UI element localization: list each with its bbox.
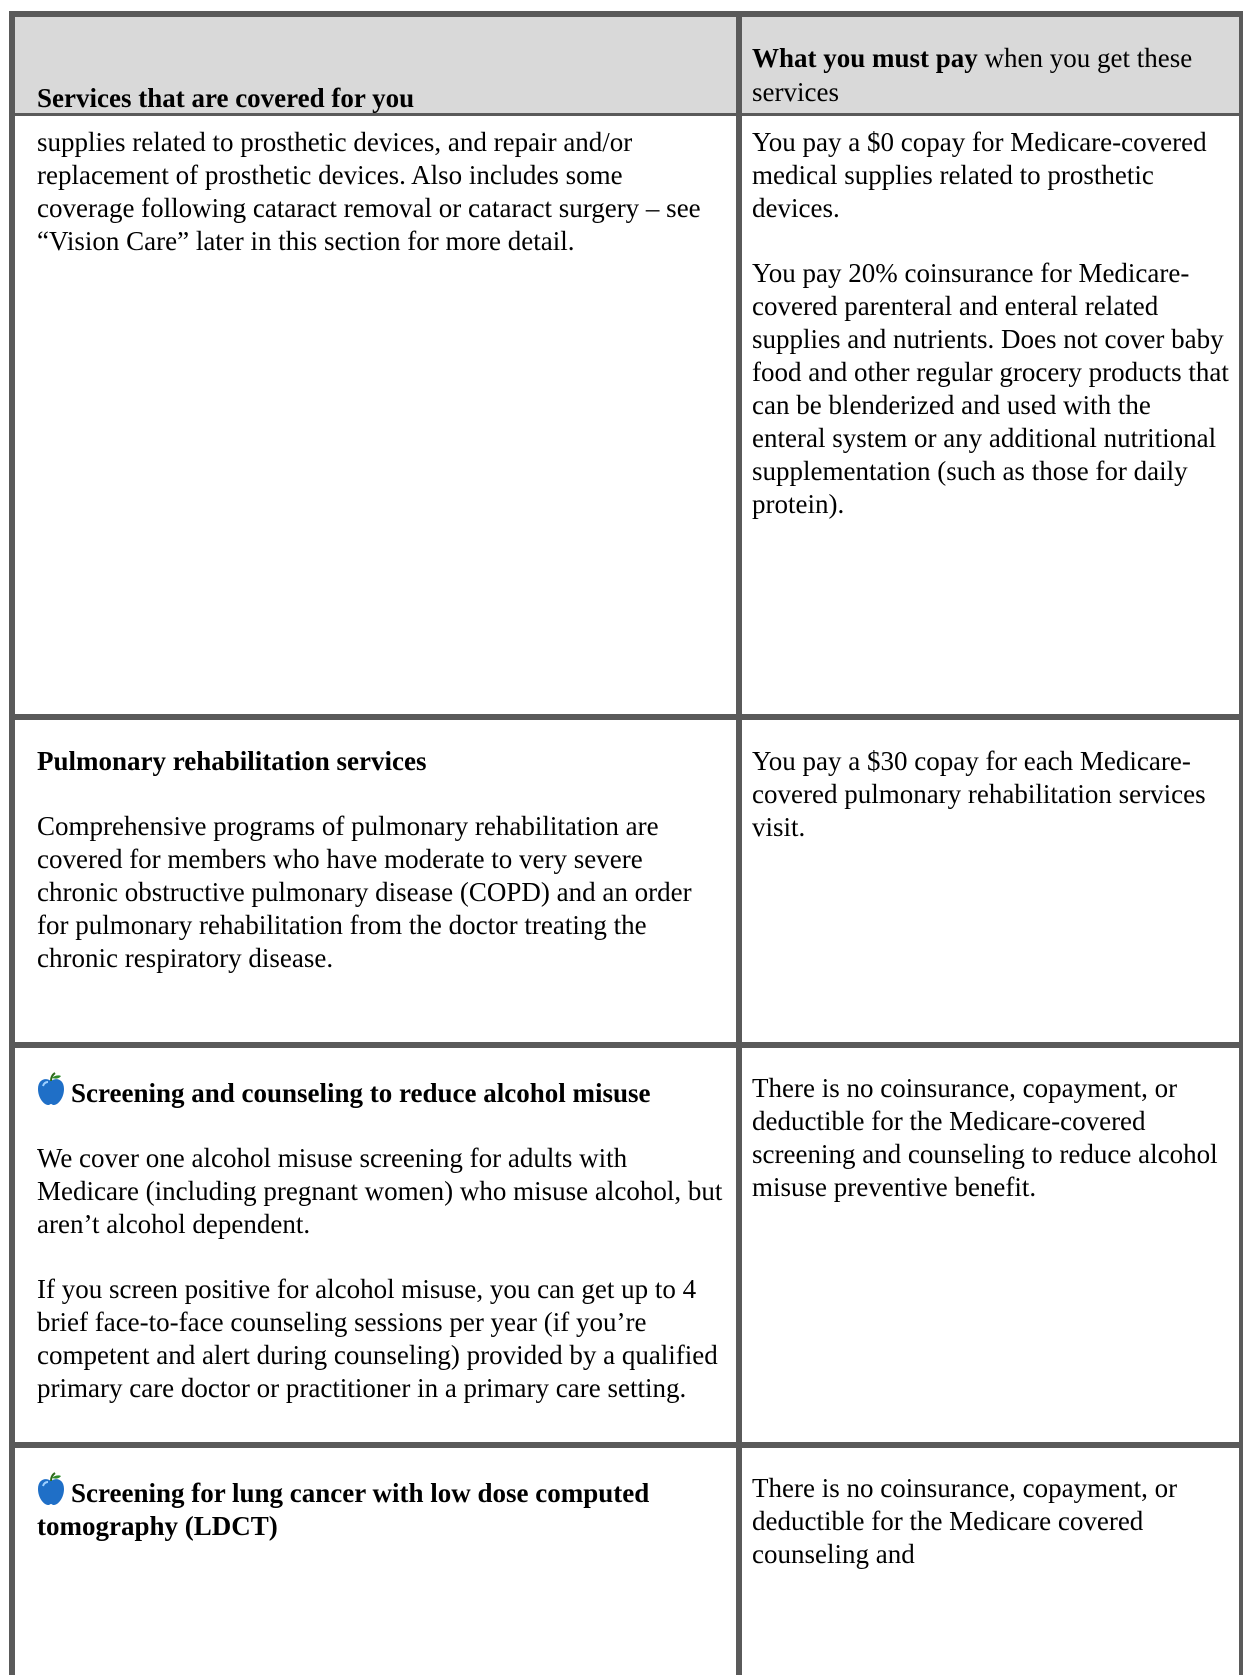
header-pay-label	[742, 17, 1239, 109]
cost-description	[742, 720, 1239, 844]
service-paragraph: We cover one alcohol misuse screening for adults with Medicare (including pregnant women) who misuse alcohol, but aren’t alcohol dependent.	[37, 1142, 723, 1239]
cost-description	[742, 1448, 1239, 1571]
service-cell	[12, 1445, 739, 1675]
cost-paragraph: You pay a $0 copay for Medicare-covered medical supplies related to prosthetic devices.	[752, 127, 1207, 223]
header-pay-cell	[739, 14, 1242, 115]
cost-cell	[739, 115, 1242, 717]
service-title: Pulmonary rehabilitation services	[37, 745, 427, 776]
table-row	[12, 1445, 1242, 1675]
service-cell	[12, 1045, 739, 1445]
service-title-text: Screening for lung cancer with low dose computed tomography (LDCT)	[37, 1477, 650, 1541]
cost-paragraph: There is no coinsurance, copayment, or deductible for the Medicare-covered screening and counseling to reduce alcohol misuse preventive benefit.	[752, 1072, 1218, 1202]
header-pay-rest: when you get these services	[752, 43, 1193, 107]
apple-icon	[37, 1472, 65, 1506]
service-description	[15, 1448, 736, 1543]
cost-description	[742, 1048, 1239, 1204]
service-cell	[12, 115, 739, 717]
cost-paragraph: You pay 20% coinsurance for Medicare-covered parenteral and enteral related supplies and nutrients. Does not cover baby food and other regular grocery products that can be blenderized and used with the enteral system or any additional nutritional supplementation (such as those for daily protein).	[752, 258, 1229, 519]
table-header-row	[12, 14, 1242, 115]
header-pay-bold: What you must pay	[752, 43, 978, 73]
service-title	[37, 1072, 726, 1110]
header-services-cell	[12, 14, 739, 115]
service-paragraph: Comprehensive programs of pulmonary rehabilitation are covered for members who have moderate to very severe chronic obstructive pulmonary disease (COPD) and an order for pulmonary rehabilitation from the doctor treating the chronic respiratory disease.	[37, 810, 692, 973]
service-description	[15, 1048, 736, 1405]
benefits-table	[9, 11, 1243, 1675]
table-row	[12, 717, 1242, 1045]
cost-cell	[739, 717, 1242, 1045]
service-description	[15, 720, 736, 975]
table-row	[12, 115, 1242, 717]
header-services-label: Services that are covered for you	[37, 83, 415, 113]
cost-paragraph: You pay a $30 copay for each Medicare-covered pulmonary rehabilitation services visit.	[752, 745, 1206, 842]
apple-icon	[37, 1072, 65, 1106]
cost-cell	[739, 1445, 1242, 1675]
service-paragraph: If you screen positive for alcohol misuse, you can get up to 4 brief face-to-face counseling sessions per year (if you’re competent and alert during counseling) provided by a qualified primary care doctor or practitioner in a primary care setting.	[37, 1273, 718, 1403]
cost-description	[742, 116, 1239, 521]
service-title	[37, 1472, 726, 1543]
service-description: supplies related to prosthetic devices, and repair and/or replacement of prosthetic devices. Also includes some coverage following cataract removal or cataract surgery – see “Vision Care” later in this section for more detail.	[37, 127, 701, 256]
service-cell	[12, 717, 739, 1045]
service-title-text: Screening and counseling to reduce alcohol misuse	[71, 1077, 651, 1108]
table-row	[12, 1045, 1242, 1445]
cost-cell	[739, 1045, 1242, 1445]
cost-paragraph: There is no coinsurance, copayment, or deductible for the Medicare covered counseling and	[752, 1472, 1178, 1569]
